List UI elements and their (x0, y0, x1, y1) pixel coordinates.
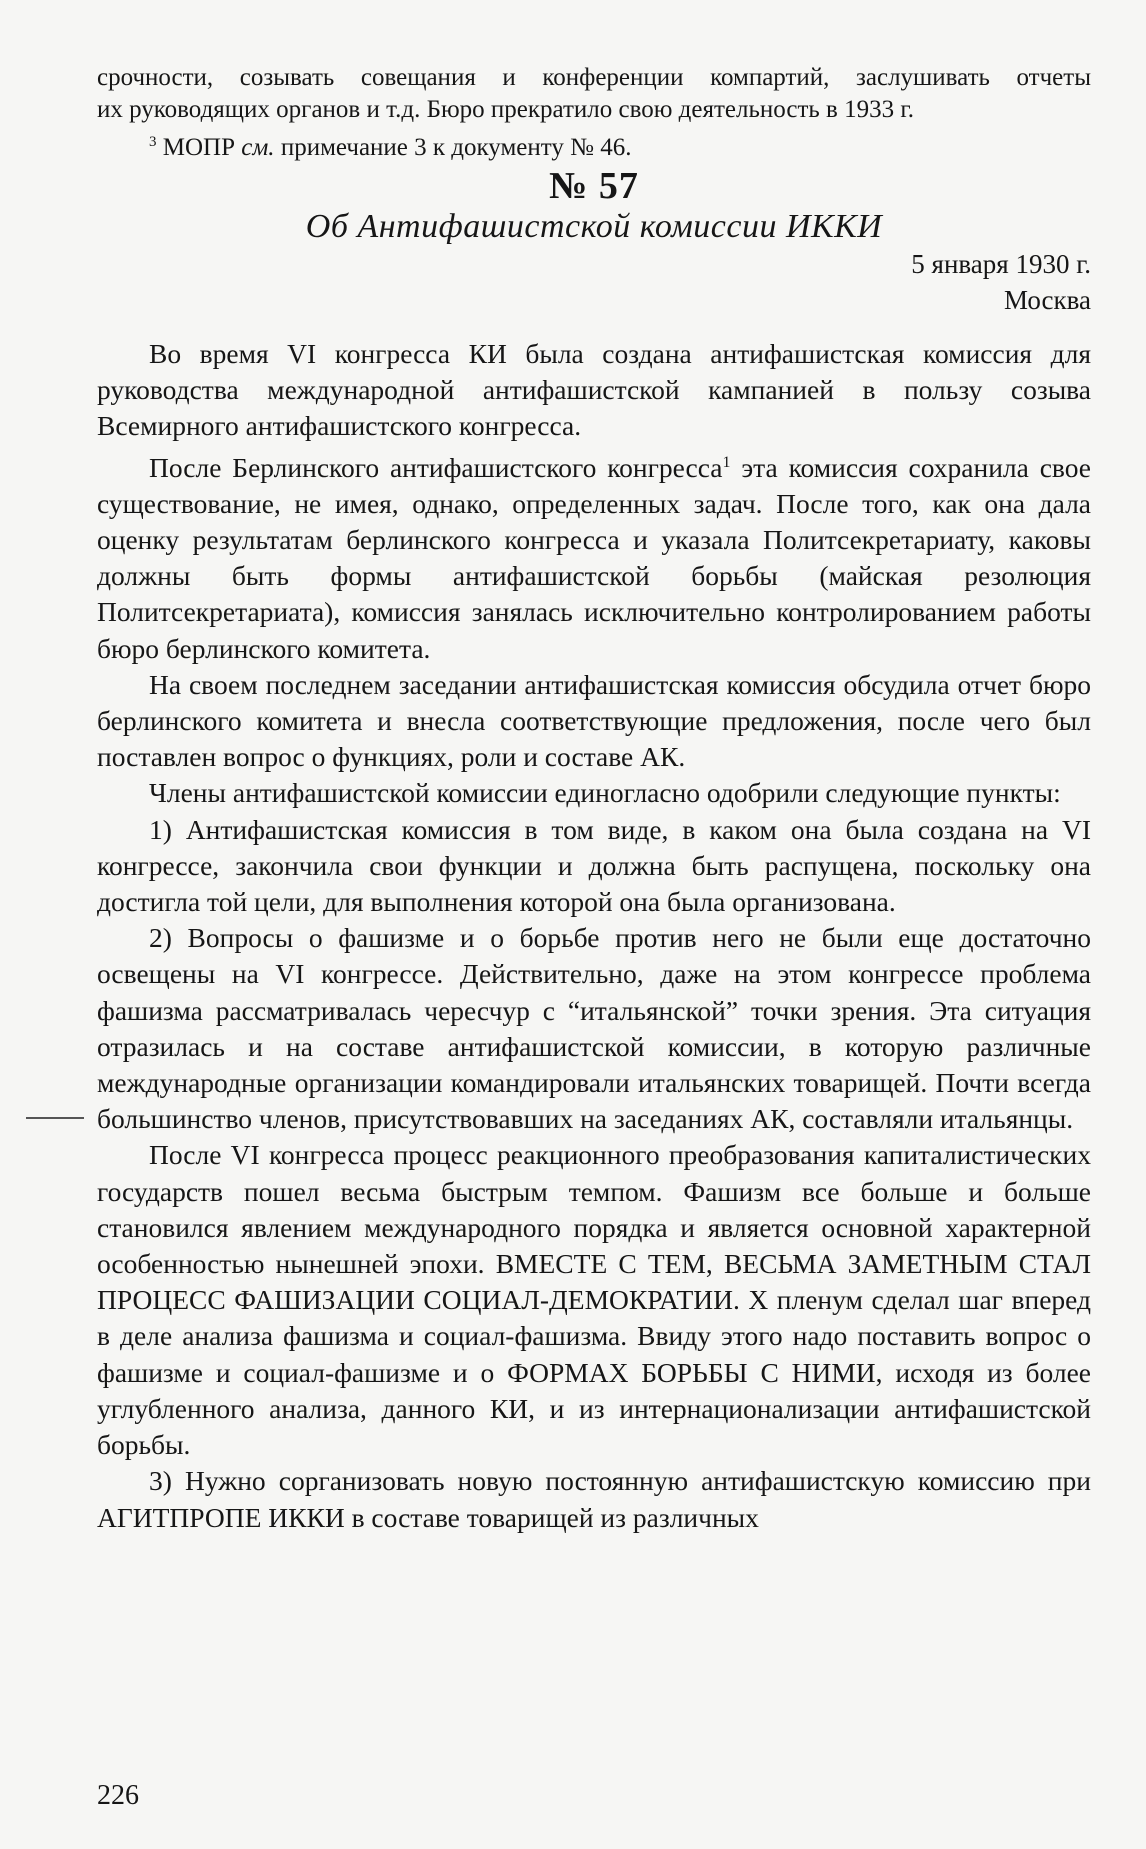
document-place: Москва (1004, 285, 1091, 315)
paragraph: 1) Антифашистская комиссия в том виде, в каком она была создана на VI конгрессе, закончила свои функции и должна быть распущена, поскольку она достигла той цели, для выполнения которой она была организована. (97, 813, 1091, 918)
paragraph: Члены антифашистской комиссии единогласно одобрили следующие пункты: (149, 777, 1061, 809)
paragraph: После VI конгресса процесс реакционного преобразования капиталистических государств пошел весьма быстрым темпом. Фашизм все больше и больше становился явлением международного порядка и является основной характерной особенностью нынешней эпохи. ВМЕСТЕ С ТЕМ, ВЕСЬМА ЗАМЕТНЫМ СТАЛ ПРОЦЕСС ФАШИЗАЦИИ СОЦИАЛ-ДЕМОКРАТИИ. X пленум сделал шаг вперед в деле анализа фашизма и социал-фашизма. Ввиду этого надо поставить вопрос о фашизме и социал-фашизме и о ФОРМАХ БОРЬБЫ С НИМИ, исходя из более углубленного анализа, данного КИ, и из интернационализации антифашистской борьбы. (97, 1139, 1091, 1461)
footnote-text-italic: см. (241, 134, 275, 161)
footnote (97, 126, 1091, 164)
previous-document-tail (97, 62, 1091, 126)
paragraph-text: После Берлинского антифашистского конгресса (149, 451, 723, 483)
page-content (97, 62, 1091, 1536)
text-line: их руководящих органов и т.д. Бюро прекратило свою деятельность в 1933 г. (97, 96, 915, 123)
footnote-text: МОПР (156, 134, 242, 161)
page-number: 226 (97, 1780, 139, 1811)
text-line: срочности, созывать совещания и конференции компартий, заслушивать отчеты (97, 64, 1091, 91)
document-title: Об Антифашистской комиссии ИККИ (305, 208, 883, 245)
paragraph: На своем последнем заседании антифашистская комиссия обсудила отчет бюро берлинского комитета и внесла соответствующие предложения, после чего был поставлен вопрос о функциях, роли и составе АК. (97, 668, 1091, 773)
note-marker: 1 (722, 453, 731, 471)
document-date: 5 января 1930 г. (911, 249, 1091, 279)
footnote-text: примечание 3 к документу № 46. (274, 134, 632, 161)
document-number: № 57 (549, 165, 639, 207)
paragraph (97, 445, 1091, 667)
document-body (97, 336, 1091, 1536)
paragraph: Во время VI конгресса КИ была создана антифашистская комиссия для руководства международной антифашистской кампанией в пользу созыва Всемирного антифашистского конгресса. (97, 338, 1091, 442)
footnote-marker: 3 (149, 134, 157, 150)
paragraph: 2) Вопросы о фашизме и о борьбе против него не были еще достаточно освещены на VI конгрессе. Действительно, даже на этом конгрессе проблема фашизма рассматривалась чересчур с “итальянской” точки зрения. Эта ситуация отразилась и на составе антифашистской комиссии, в которую различные международные организации командировали итальянских товарищей. Почти всегда большинство членов, присутствовавших на заседаниях АК, составляли итальянцы. (97, 922, 1091, 1135)
paragraph-text: эта комиссия сохранила свое существование, не имея, однако, определенных задач. После того, как она дала оценку результатам берлинского конгресса и указала Политсекретариату, каковы должны быть формы антифашистской борьбы (майская резолюция Политсекретариата), комиссия занялась исключительно контролированием работы бюро берлинского комитета. (97, 451, 1091, 664)
paragraph: 3) Нужно сорганизовать новую постоянную антифашистскую комиссию при АГИТПРОПЕ ИККИ в составе товарищей из различных (97, 1465, 1091, 1533)
margin-mark (26, 1117, 84, 1119)
